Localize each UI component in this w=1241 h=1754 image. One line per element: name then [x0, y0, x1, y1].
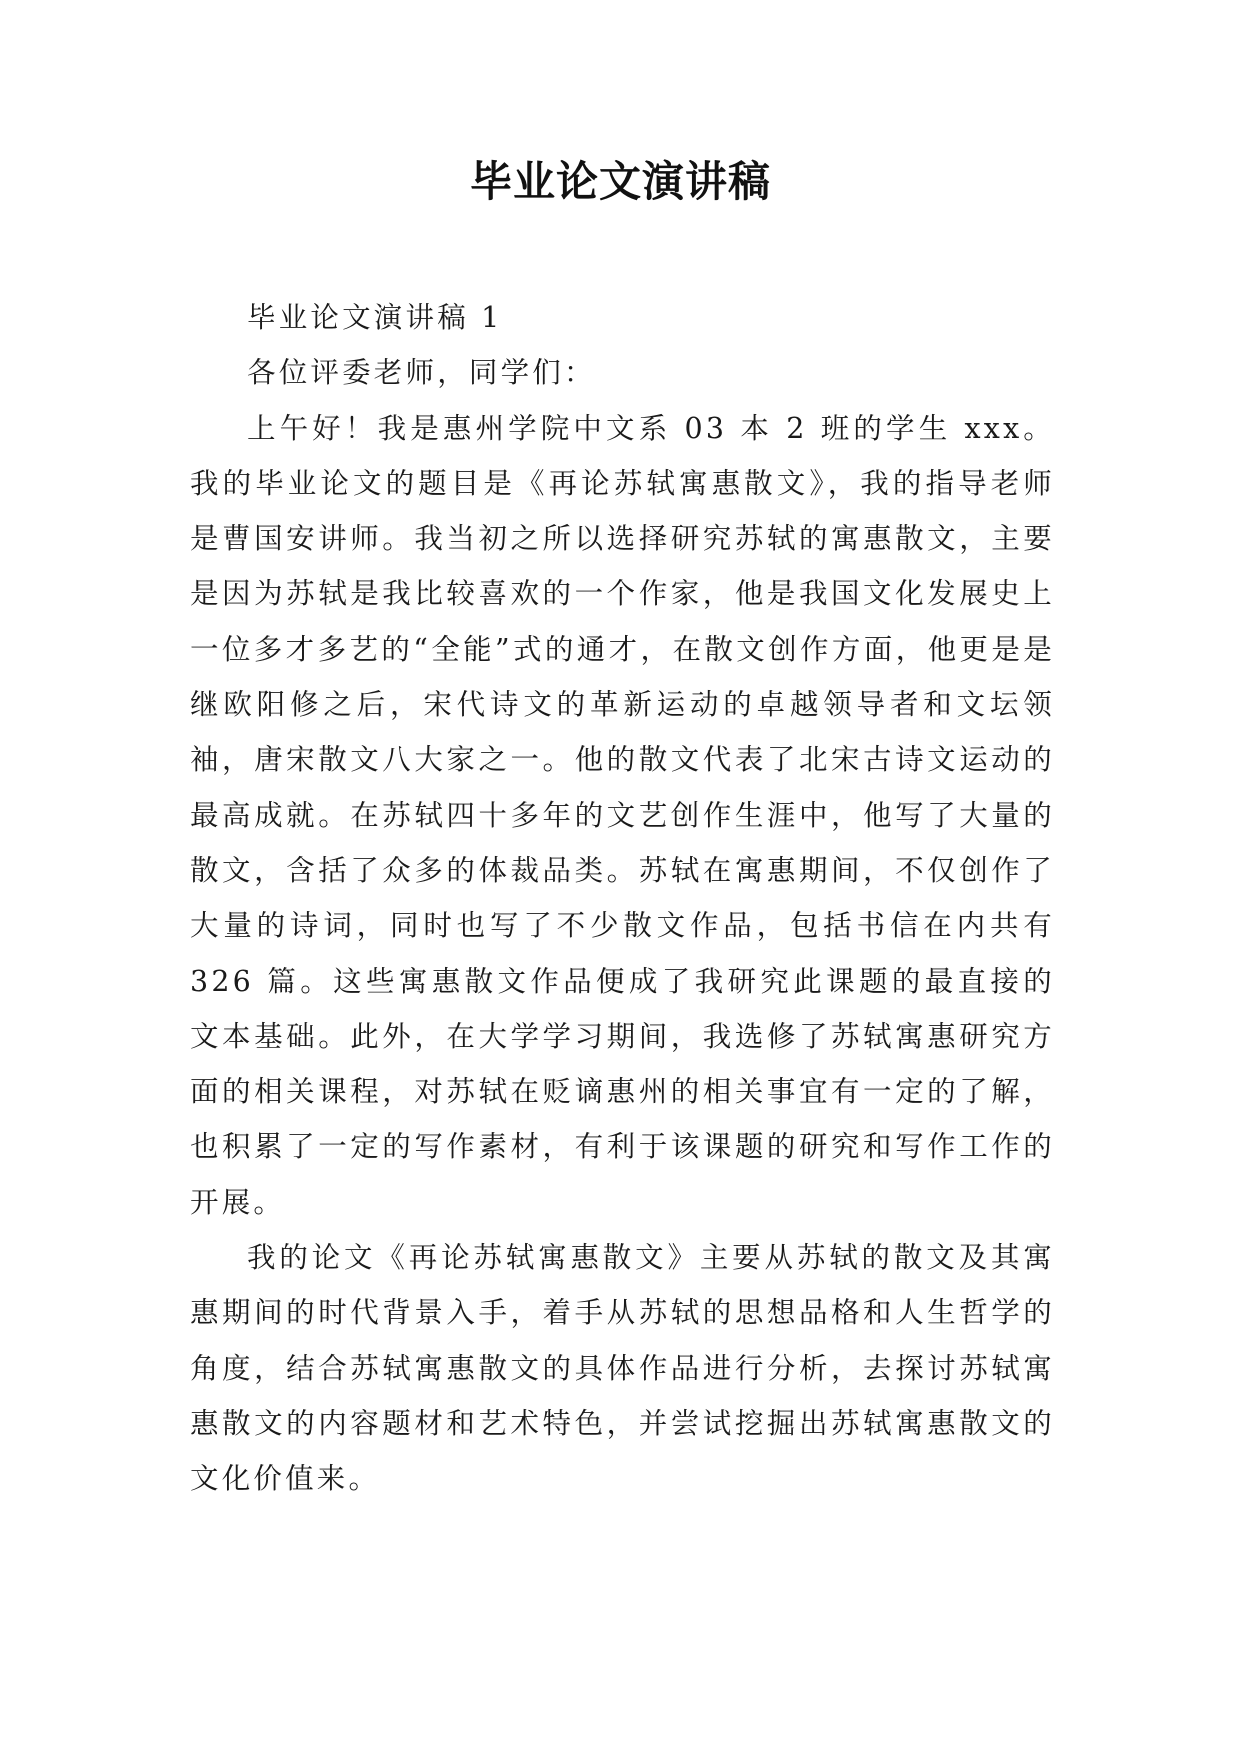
section-heading: 毕业论文演讲稿 1 — [247, 301, 503, 334]
body-paragraph: 上午好！我是惠州学院中文系 03 本 2 班的学生 xxx。我的毕业论文的题目是《再论苏轼寓惠散文》，我的指导老师是曹国安讲师。我当初之所以选择研究苏轼的寓惠散文，主要是因为苏轼是我比较喜欢的一个作家，他是我国文化发展史上一位多才多艺的“全能”式的通才，在散文创作方面，他更是是继欧阳修之后，宋代诗文的革新运动的卓越领导者和文坛领袖，唐宋散文八大家之一。他的散文代表了北宋古诗文运动的最高成就。在苏轼四十多年的文艺创作生涯中，他写了大量的散文，含括了众多的体裁品类。苏轼在寓惠期间，不仅创作了大量的诗词，同时也写了不少散文作品，包括书信在内共有 326 篇。这些寓惠散文作品便成了我研究此课题的最直接的文本基础。此外，在大学学习期间，我选修了苏轼寓惠研究方面的相关课程，对苏轼在贬谪惠州的相关事宜有一定的了解，也积累了一定的写作素材，有利于该课题的研究和写作工作的开展。 — [190, 411, 1055, 1219]
document-title: 毕业论文演讲稿 — [469, 157, 771, 206]
salutation: 各位评委老师，同学们： — [247, 356, 596, 390]
document-body — [190, 290, 1055, 1507]
body-paragraph: 我的论文《再论苏轼寓惠散文》主要从苏轼的散文及其寓惠期间的时代背景入手，着手从苏轼的思想品格和人生哲学的角度，结合苏轼寓惠散文的具体作品进行分析，去探讨苏轼寓惠散文的内容题材和艺术特色，并尝试挖掘出苏轼寓惠散文的文化价值来。 — [190, 1241, 1055, 1496]
